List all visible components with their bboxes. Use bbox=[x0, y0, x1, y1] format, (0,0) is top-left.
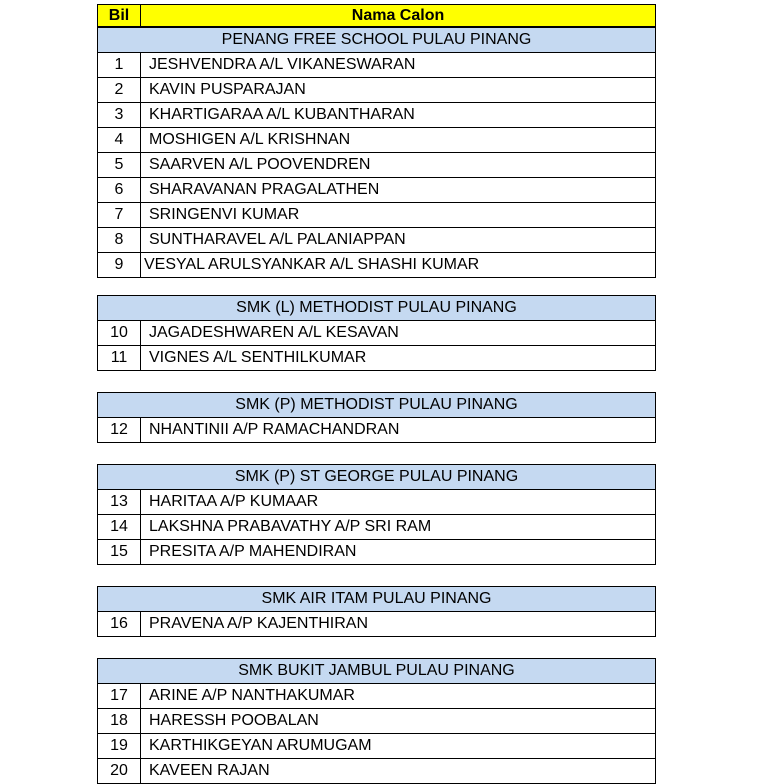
candidate-name: JAGADESHWAREN A/L KESAVAN bbox=[149, 324, 399, 341]
row-number: 2 bbox=[98, 78, 141, 102]
school-name: SMK BUKIT JAMBUL PULAU PINANG bbox=[98, 659, 655, 684]
candidate-name: SRINGENVI KUMAR bbox=[149, 206, 300, 223]
school-group bbox=[97, 295, 656, 371]
row-number: 5 bbox=[98, 153, 141, 177]
candidate-name: HARITAA A/P KUMAAR bbox=[149, 493, 319, 510]
candidate-name: NHANTINII A/P RAMACHANDRAN bbox=[149, 421, 400, 438]
table-row bbox=[98, 418, 655, 442]
table-row bbox=[98, 53, 655, 77]
row-number: 1 bbox=[98, 53, 141, 77]
header-bil: Bil bbox=[98, 5, 141, 26]
candidate-name: KHARTIGARAA A/L KUBANTHARAN bbox=[149, 106, 415, 123]
candidate-name: PRESITA A/P MAHENDIRAN bbox=[149, 543, 357, 560]
row-number: 6 bbox=[98, 178, 141, 202]
school-name: SMK (L) METHODIST PULAU PINANG bbox=[98, 296, 655, 321]
candidate-name: SAARVEN A/L POOVENDREN bbox=[149, 156, 371, 173]
row-number: 4 bbox=[98, 128, 141, 152]
school-group bbox=[97, 586, 656, 637]
school-name: SMK (P) ST GEORGE PULAU PINANG bbox=[98, 465, 655, 490]
school-name: SMK (P) METHODIST PULAU PINANG bbox=[98, 393, 655, 418]
table-row bbox=[98, 202, 655, 227]
row-number: 19 bbox=[98, 734, 141, 758]
candidate-name: HARESSH POOBALAN bbox=[149, 712, 319, 729]
candidate-name: VESYAL ARULSYANKAR A/L SHASHI KUMAR bbox=[144, 256, 480, 273]
table-row bbox=[98, 321, 655, 345]
candidate-name: KARTHIKGEYAN ARUMUGAM bbox=[149, 737, 372, 754]
row-number: 18 bbox=[98, 709, 141, 733]
table-row bbox=[98, 490, 655, 514]
candidate-name: MOSHIGEN A/L KRISHNAN bbox=[149, 131, 351, 148]
candidate-name: SUNTHARAVEL A/L PALANIAPPAN bbox=[149, 231, 406, 248]
school-group bbox=[97, 27, 656, 278]
candidate-name: KAVIN PUSPARAJAN bbox=[149, 81, 306, 98]
school-group bbox=[97, 392, 656, 443]
candidate-name: JESHVENDRA A/L VIKANESWARAN bbox=[149, 56, 416, 73]
table-row bbox=[98, 345, 655, 370]
row-number: 15 bbox=[98, 540, 141, 564]
row-number: 12 bbox=[98, 418, 141, 442]
table-row bbox=[98, 612, 655, 636]
candidate-name: LAKSHNA PRABAVATHY A/P SRI RAM bbox=[149, 518, 432, 535]
candidate-name: PRAVENA A/P KAJENTHIRAN bbox=[149, 615, 369, 632]
row-number: 16 bbox=[98, 612, 141, 636]
table-header bbox=[97, 4, 656, 27]
row-number: 14 bbox=[98, 515, 141, 539]
candidate-name: VIGNES A/L SENTHILKUMAR bbox=[149, 349, 367, 366]
table-row bbox=[98, 733, 655, 758]
school-group bbox=[97, 658, 656, 784]
table-row bbox=[98, 758, 655, 783]
row-number: 20 bbox=[98, 759, 141, 783]
table-row bbox=[98, 684, 655, 708]
table-row bbox=[98, 77, 655, 102]
table-row bbox=[98, 252, 655, 277]
table-row bbox=[98, 152, 655, 177]
row-number: 17 bbox=[98, 684, 141, 708]
table-row bbox=[98, 708, 655, 733]
row-number: 11 bbox=[98, 346, 141, 370]
table-row bbox=[98, 127, 655, 152]
school-group bbox=[97, 464, 656, 565]
header-nama-calon: Nama Calon bbox=[351, 7, 445, 24]
school-name: PENANG FREE SCHOOL PULAU PINANG bbox=[98, 28, 655, 53]
table-row bbox=[98, 539, 655, 564]
row-number: 3 bbox=[98, 103, 141, 127]
candidate-name: SHARAVANAN PRAGALATHEN bbox=[149, 181, 380, 198]
candidate-name: ARINE A/P NANTHAKUMAR bbox=[149, 687, 355, 704]
row-number: 8 bbox=[98, 228, 141, 252]
school-name: SMK AIR ITAM PULAU PINANG bbox=[98, 587, 655, 612]
row-number: 13 bbox=[98, 490, 141, 514]
row-number: 10 bbox=[98, 321, 141, 345]
table-row bbox=[98, 227, 655, 252]
row-number: 7 bbox=[98, 203, 141, 227]
table-row bbox=[98, 177, 655, 202]
table-row bbox=[98, 102, 655, 127]
candidate-name: KAVEEN RAJAN bbox=[149, 762, 270, 779]
table-row bbox=[98, 514, 655, 539]
row-number: 9 bbox=[98, 253, 141, 277]
